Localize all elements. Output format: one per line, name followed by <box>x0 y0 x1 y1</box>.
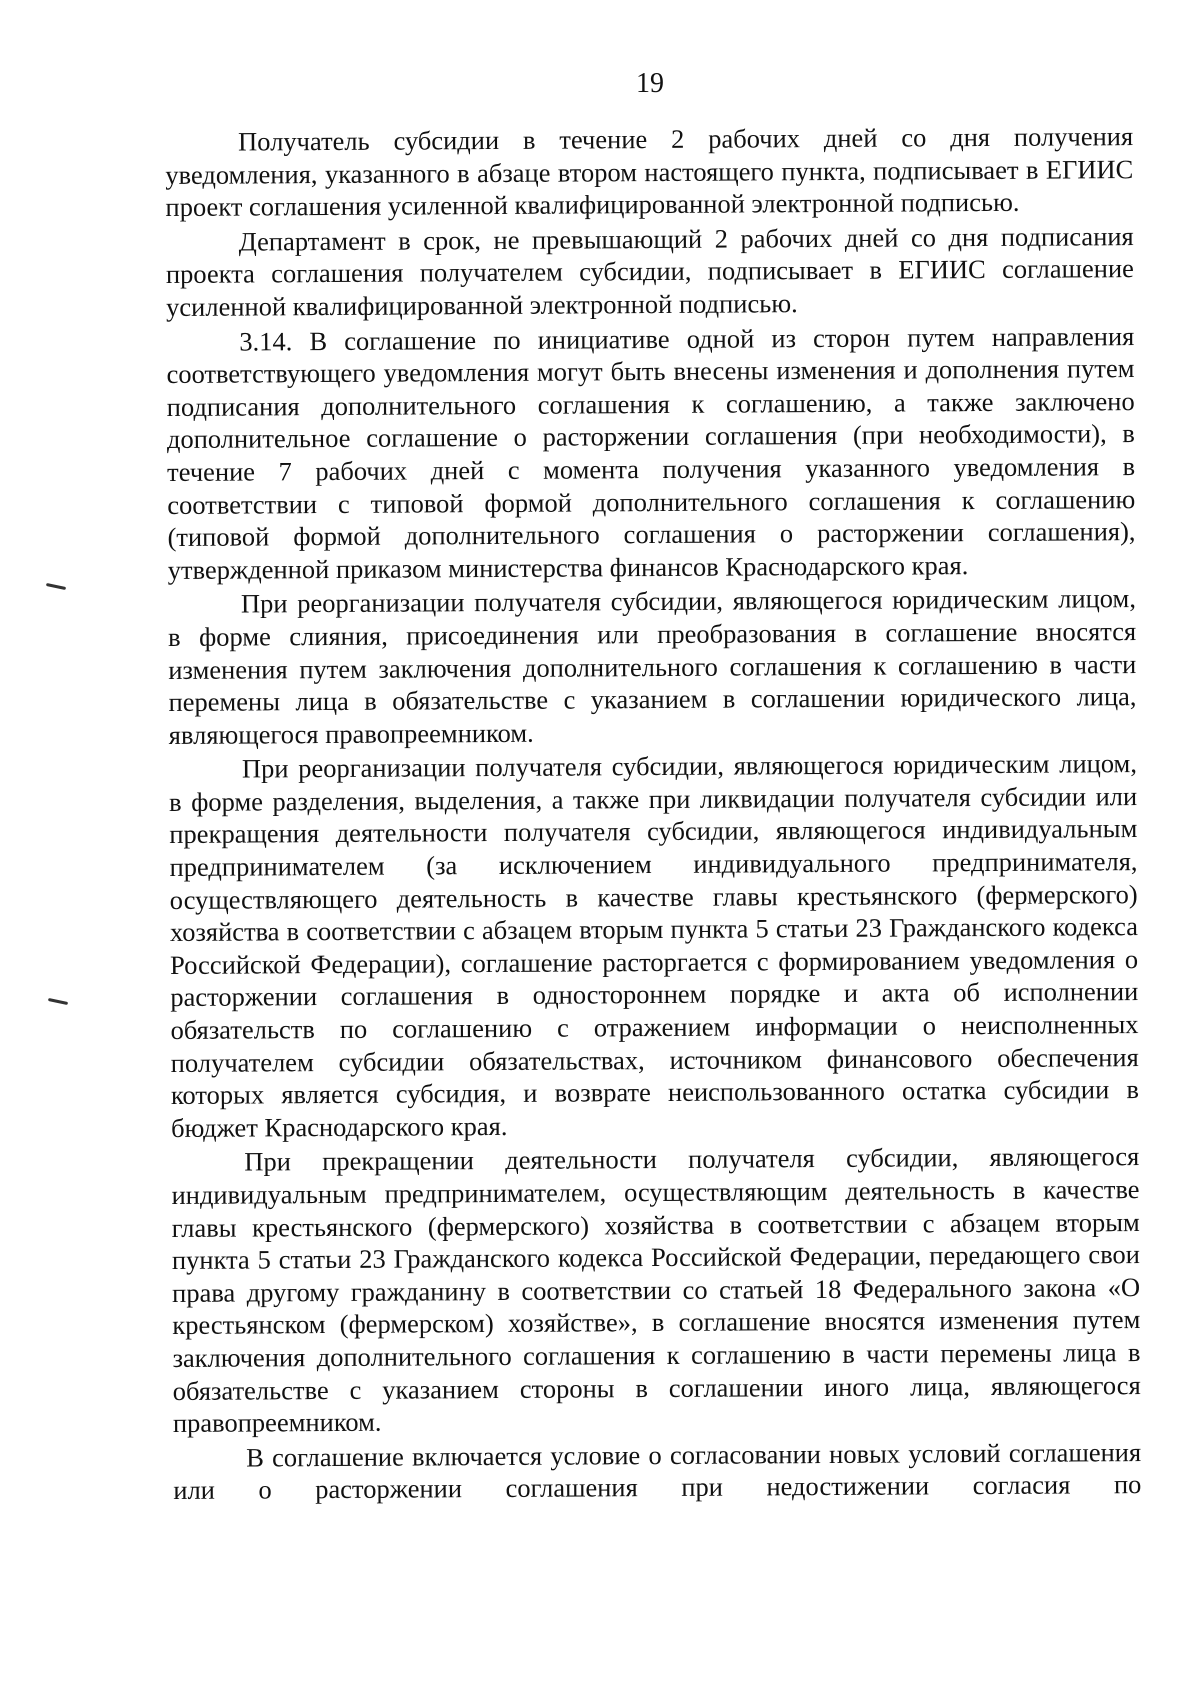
margin-mark <box>48 998 68 1005</box>
paragraph: Департамент в срок, не превышающий 2 рабочих дней со дня подписания проекта соглашения получателем субсидии, подписывает в ЕГИИС соглашение усиленной квалифицированной электронной подписью. <box>165 220 1134 322</box>
document-body <box>165 120 1141 1509</box>
paragraph: При прекращении деятельности получателя субсидии, являющегося индивидуальным предпринимателем, осуществляющим деятельность в качестве главы крестьянского (фермерского) хозяйства в соответствии с абзацем вторым пункта 5 статьи 23 Гражданского кодекса Российской Федерации, передающего свои права другому гражданину в соответствии со статьей 18 Федерального закона «О крестьянском (фермерском) хозяйстве», в соглашение вносятся изменения путем заключения дополнительного соглашения к соглашению в части перемены лица в обязательстве с указанием стороны в соглашении иного лица, являющегося правопреемником. <box>171 1141 1141 1439</box>
paragraph: При реорганизации получателя субсидии, являющегося юридическим лицом, в форме разделения, выделения, а также при ликвидации получателя субсидии или прекращения деятельности получателя субсидии, являющегося индивидуальным предпринимателем (за исключением индивидуального предпринимателя, осуществляющего деятельность в качестве главы крестьянского (фермерского) хозяйства в соответствии с абзацем вторым пункта 5 статьи 23 Гражданского кодекса Российской Федерации), соглашение расторгается с формированием уведомления о расторжении соглашения в одностороннем порядке и акта об исполнении обязательств по соглашению с отражением информации о неисполненных получателем субсидии обязательствах, источником финансового обеспечения которых является субсидия, и возврате неиспользованного остатка субсидии в бюджет Краснодарского края. <box>169 748 1139 1143</box>
margin-mark <box>46 583 66 590</box>
page-number: 19 <box>636 68 664 99</box>
paragraph: Получатель субсидии в течение 2 рабочих дней со дня получения уведомления, указанного в абзаце втором настоящего пункта, подписывает в ЕГИИС проект соглашения усиленной квалифицированной электронной подписью. <box>165 121 1134 223</box>
paragraph: В соглашение включается условие о согласовании новых условий соглашения или о расторжении соглашения при недостижении согласия по <box>173 1436 1142 1506</box>
paragraph: 3.14. В соглашение по инициативе одной из сторон путем направления соответствующего уведомления могут быть внесены изменения и дополнения путем подписания дополнительного соглашения к соглашению, а также заключено дополнительное соглашение о расторжении соглашения (при необходимости), в течение 7 рабочих дней с момента получения указанного уведомления в соответствии с типовой формой дополнительного соглашения к соглашению (типовой формой дополнительного соглашения о расторжении соглашения), утвержденной приказом министерства финансов Краснодарского края. <box>166 320 1136 585</box>
paragraph: При реорганизации получателя субсидии, являющегося юридическим лицом, в форме слияния, присоединения или преобразования в соглашение вносятся изменения путем заключения дополнительного соглашения к соглашению в части перемены лица в обязательстве с указанием в соглашении юридического лица, являющегося правопреемником. <box>168 583 1137 750</box>
